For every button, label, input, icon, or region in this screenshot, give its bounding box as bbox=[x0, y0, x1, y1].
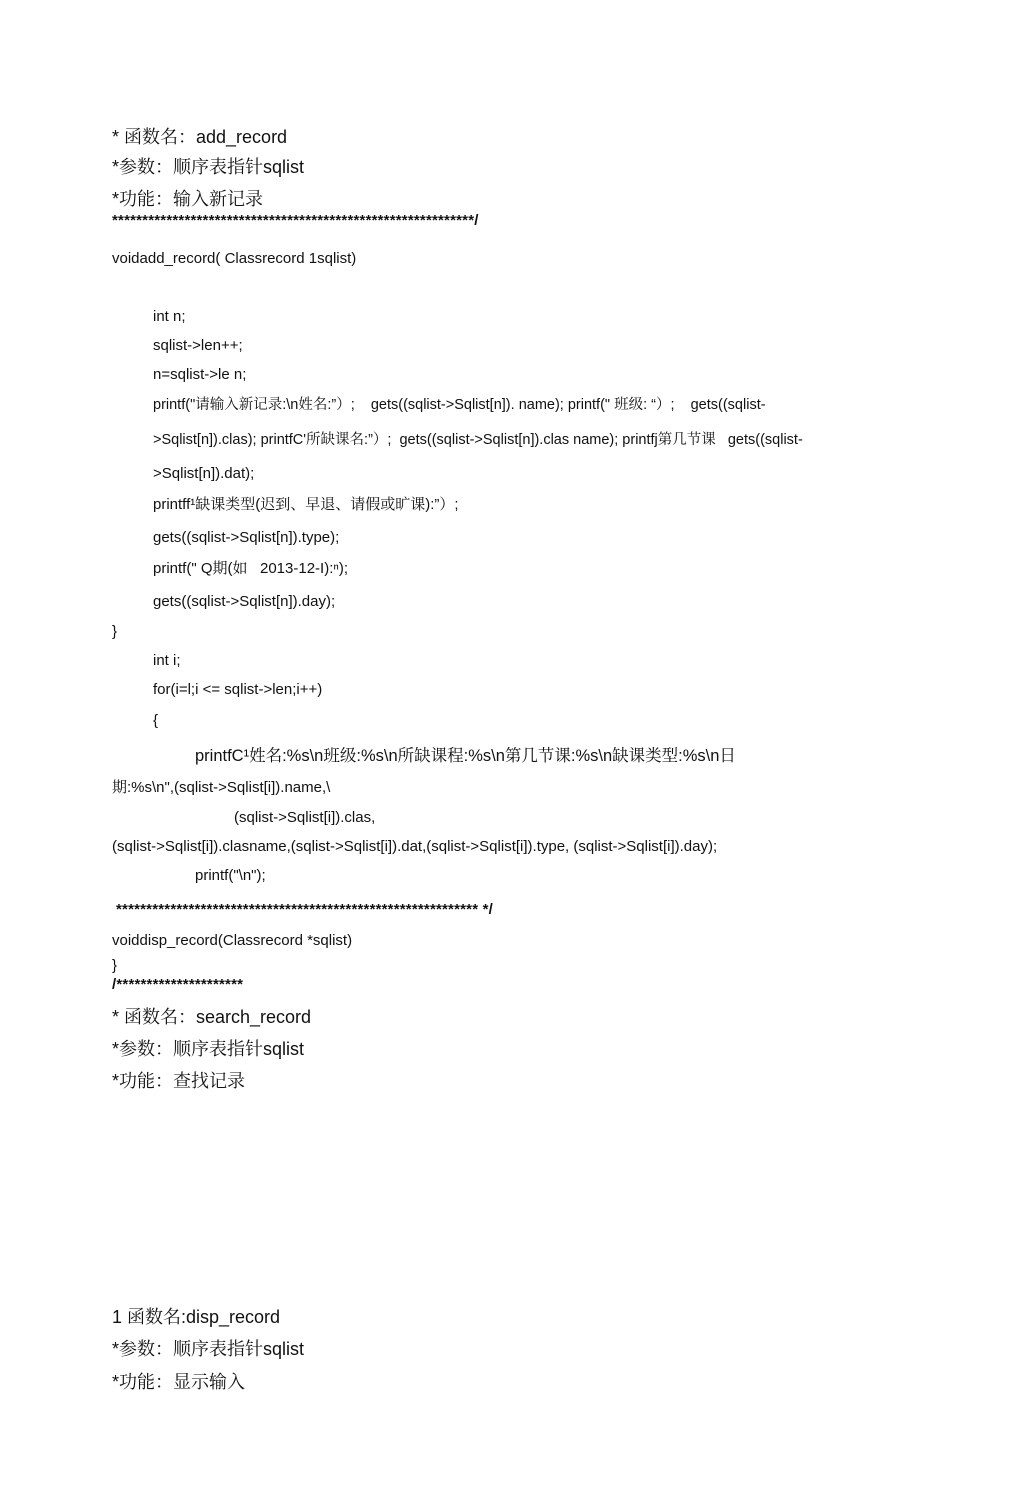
comment-function-name: * 函数名：add_record bbox=[112, 127, 288, 147]
comment-border: ************************************************************ */ bbox=[116, 901, 494, 918]
code-brace: } bbox=[112, 957, 118, 974]
code-brace: } bbox=[112, 623, 118, 640]
code-line: >Sqlist[n]).dat); bbox=[153, 465, 255, 482]
code-line: n=sqlist->le n; bbox=[153, 366, 247, 383]
code-function-signature: voiddisp_record(Classrecord *sqlist) bbox=[112, 932, 353, 949]
code-line: printff¹缺课类型(迟到、早退、请假或旷课):”）; bbox=[153, 496, 459, 513]
code-line: printfC¹姓名:%s\n班级:%s\n所缺课程:%s\n第几节课:%s\n缺课类型:%s\n日 bbox=[195, 747, 736, 765]
comment-border: /********************* bbox=[112, 976, 244, 993]
comment-function: *功能：查找记录 bbox=[112, 1071, 246, 1091]
comment-parameter: *参数：顺序表指针sqlist bbox=[112, 157, 305, 177]
code-line: gets((sqlist->Sqlist[n]).type); bbox=[153, 529, 340, 546]
code-line: gets((sqlist->Sqlist[n]).day); bbox=[153, 593, 336, 610]
comment-function: *功能：显示输入 bbox=[112, 1372, 246, 1392]
code-brace: { bbox=[153, 712, 159, 729]
comment-function-name: 1 函数名:disp_record bbox=[112, 1307, 281, 1327]
code-line: printf("请输入新记录:\n姓名:”）; gets((sqlist->Sqlist[n]). name); printf(" 班级: “）; gets((sqlist- bbox=[153, 397, 766, 413]
code-line: printf(" Q期(如 2013-12-I):ⁿ); bbox=[153, 560, 349, 577]
code-line: (sqlist->Sqlist[i]).clasname,(sqlist->Sqlist[i]).dat,(sqlist->Sqlist[i]).type, (sqlist->Sqlist[i]).day); bbox=[112, 838, 718, 855]
code-line: printf("\n"); bbox=[195, 867, 266, 884]
code-line: int i; bbox=[153, 652, 181, 669]
comment-function: *功能：输入新记录 bbox=[112, 189, 264, 209]
code-line: sqlist->len++; bbox=[153, 337, 243, 354]
comment-function-name: * 函数名：search_record bbox=[112, 1007, 312, 1027]
comment-border: ************************************************************/ bbox=[112, 212, 479, 229]
comment-parameter: *参数：顺序表指针sqlist bbox=[112, 1339, 305, 1359]
code-line: (sqlist->Sqlist[i]).clas, bbox=[234, 809, 376, 826]
code-function-signature: voidadd_record( Classrecord 1sqlist) bbox=[112, 250, 357, 267]
code-line: for(i=l;i <= sqlist->len;i++) bbox=[153, 681, 323, 698]
code-line: >Sqlist[n]).clas); printfC'所缺课名:”）; gets((sqlist->Sqlist[n]).clas name); printfj第几节课 gets((sqlist- bbox=[153, 432, 803, 448]
code-line: int n; bbox=[153, 308, 186, 325]
comment-parameter: *参数：顺序表指针sqlist bbox=[112, 1039, 305, 1059]
code-line: 期:%s\n",(sqlist->Sqlist[i]).name,\ bbox=[112, 779, 331, 796]
